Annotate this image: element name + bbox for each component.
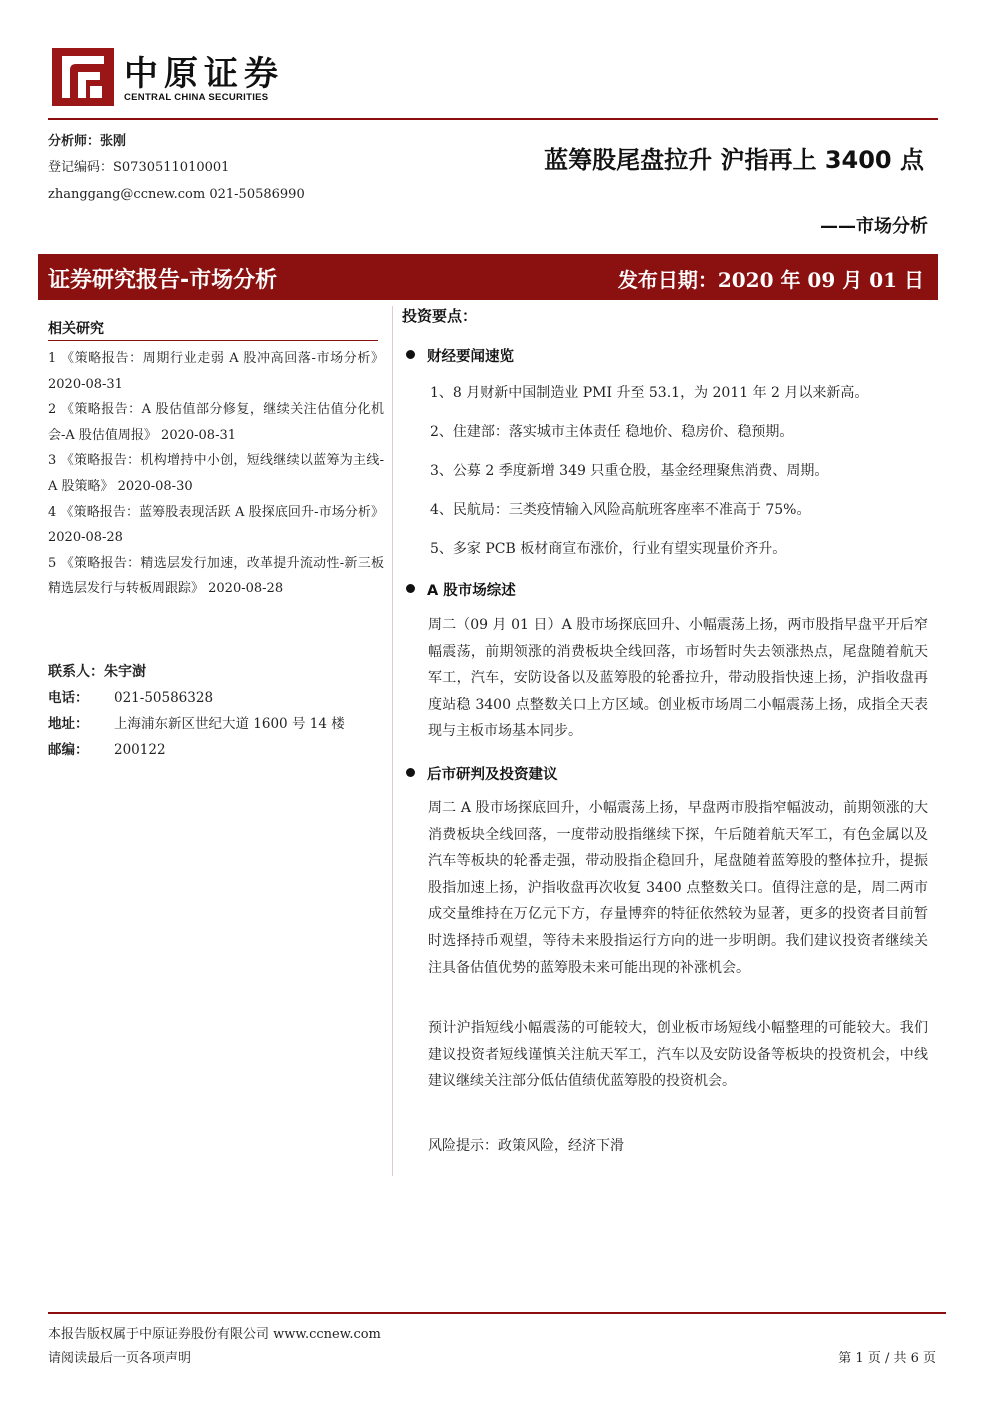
- news-item: 2、住建部：落实城市主体责任 稳地价、稳房价、稳预期。: [430, 424, 794, 440]
- contact-address-row: [48, 715, 345, 733]
- report-category: 证券研究报告-市场分析: [48, 268, 278, 293]
- list-item: 2 《策略报告：A 股估值部分修复，继续关注估值分化机会-A 股估值周报》 2020-08-31: [48, 402, 384, 443]
- contact-address-label: 地址：: [48, 716, 89, 732]
- related-research-list: [48, 346, 384, 602]
- outlook-heading: 后市研判及投资建议: [406, 763, 558, 784]
- bullet-icon: [406, 584, 415, 593]
- contact-phone-label: 电话：: [48, 690, 89, 706]
- news-item: 4、民航局：三类疫情输入风险高航班客座率不准高于 75%。: [430, 502, 811, 518]
- contact-phone-row: [48, 689, 213, 707]
- market-review-heading: A 股市场综述: [406, 579, 516, 600]
- contact-phone: 021-50586328: [114, 690, 214, 706]
- news-heading: 财经要闻速览: [406, 345, 514, 366]
- analyst-name: 分析师：张刚: [48, 134, 127, 149]
- risk-warning: 风险提示：政策风险，经济下滑: [428, 1138, 624, 1154]
- list-item: 5 《策略报告：精选层发行加速，改革提升流动性-新三板精选层发行与转板周跟踪》 2020-08-28: [48, 555, 384, 597]
- contact-person: 朱宇澍: [104, 664, 146, 680]
- contact-person-row: [48, 663, 146, 681]
- analyst-registration: 登记编码：S0730511010001: [48, 160, 230, 175]
- related-research-heading: 相关研究: [48, 321, 104, 337]
- contact-address: 上海浦东新区世纪大道 1600 号 14 楼: [114, 716, 345, 732]
- analyst-contact: zhanggang@ccnew.com 021-50586990: [48, 187, 305, 202]
- report-title: 蓝筹股尾盘拉升 沪指再上 3400 点: [544, 146, 924, 174]
- contact-zip-label: 邮编：: [48, 742, 89, 758]
- list-item: 1 《策略报告：周期行业走弱 A 股冲高回落-市场分析》 2020-08-31: [48, 351, 384, 392]
- related-research-divider: [48, 340, 378, 341]
- news-item: 5、多家 PCB 板材商宣布涨价，行业有望实现量价齐升。: [430, 541, 787, 557]
- bullet-icon: [406, 768, 415, 777]
- publish-date: 发布日期：2020 年 09 月 01 日: [617, 268, 924, 292]
- footer-divider: [48, 1312, 946, 1314]
- outlook-text-2: 预计沪指短线小幅震荡的可能较大，创业板市场短线小幅整理的可能较大。我们建议投资者短线谨慎关注航天军工，汽车以及安防设备等板块的投资机会，中线建议继续关注部分低估值绩优蓝筹股的投资机会。: [428, 1020, 928, 1090]
- logo-chinese-name: 中原证券: [124, 54, 284, 94]
- column-divider: [392, 306, 393, 1176]
- bullet-icon: [406, 350, 415, 359]
- page-number: 第 1 页 / 共 6 页: [838, 1351, 936, 1366]
- investment-points-heading: 投资要点：: [402, 307, 478, 325]
- list-item: 3 《策略报告：机构增持中小创，短线继续以蓝筹为主线-A 股策略》 2020-08-30: [48, 453, 384, 494]
- report-subtitle: ——市场分析: [820, 216, 928, 237]
- footer-notice: 请阅读最后一页各项声明: [48, 1351, 192, 1366]
- footer-copyright: 本报告版权属于中原证券股份有限公司 www.ccnew.com: [48, 1327, 381, 1342]
- central-china-securities-logo-icon: [52, 48, 114, 106]
- report-banner: [38, 254, 938, 300]
- outlook-text-1: 周二 A 股市场探底回升，小幅震荡上扬，早盘两市股指窄幅波动，前期领涨的大消费板块全线回落，一度带动股指继续下探，午后随着航天军工，有色金属以及汽车等板块的轮番走强，带动股指企稳回升，尾盘随着蓝筹股的整体拉升，提振股指加速上扬，沪指收盘再次收复 3400 点整数关口。值得注意的是，周二两市成交量维持在万亿元下方，存量博弈的特征依然较为显著，更多的投资者目前暂时选择持币观望，等待未来股指运行方向的进一步明朗。我们建议投资者继续关注具备估值优势的蓝筹股未来可能出现的补涨机会。: [428, 800, 928, 976]
- contact-person-label: 联系人：: [48, 664, 104, 680]
- list-item: 4 《策略报告：蓝筹股表现活跃 A 股探底回升-市场分析》 2020-08-28: [48, 504, 384, 546]
- contact-zip-row: [48, 741, 166, 759]
- logo-english-name: CENTRAL CHINA SECURITIES: [124, 92, 269, 103]
- market-review-text: 周二（09 月 01 日）A 股市场探底回升、小幅震荡上扬，两市股指早盘平开后窄幅震荡，前期领涨的消费板块全线回落，市场暂时失去领涨热点，尾盘随着航天军工，汽车，安防设备以及蓝筹股的轮番拉升，带动股指快速上扬，沪指收盘再度站稳 3400 点整数关口上方区域。创业板市场周二小幅震荡上扬，成指全天表现与主板市场基本同步。: [428, 617, 928, 740]
- contact-zip: 200122: [114, 742, 166, 758]
- news-item: 3、公募 2 季度新增 349 只重仓股，基金经理聚焦消费、周期。: [430, 463, 829, 479]
- news-item: 1、8 月财新中国制造业 PMI 升至 53.1，为 2011 年 2 月以来新高。: [430, 385, 869, 401]
- header-divider: [48, 118, 938, 120]
